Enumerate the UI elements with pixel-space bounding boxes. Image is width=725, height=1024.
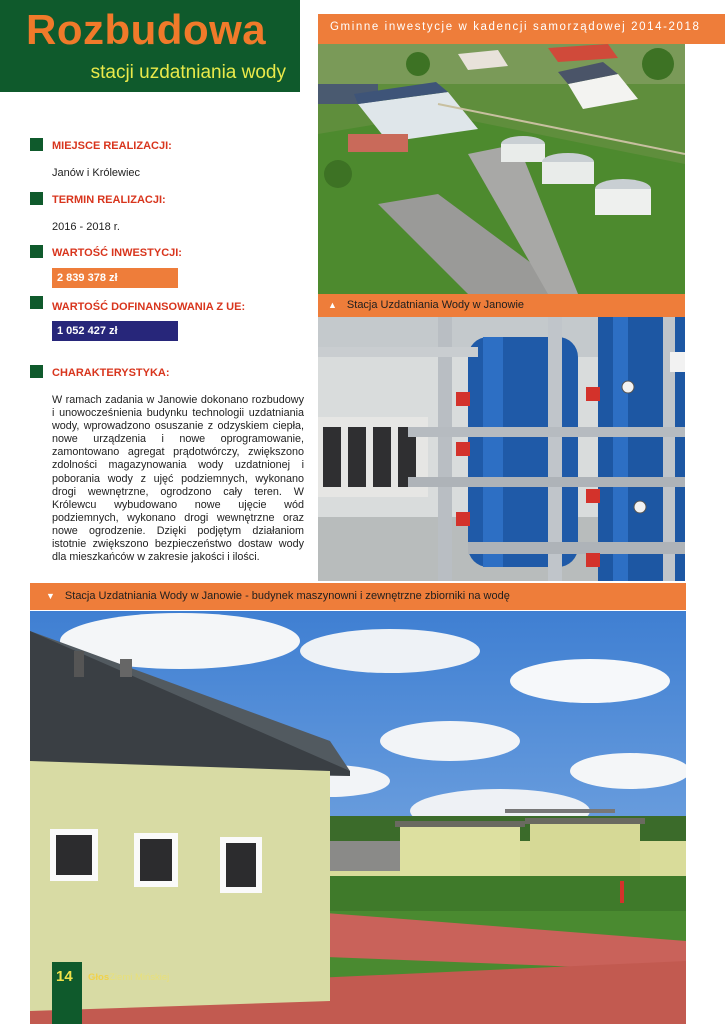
header-bar bbox=[318, 14, 725, 44]
arrow-down-icon: ▼ bbox=[46, 591, 55, 601]
green-square-icon bbox=[30, 365, 43, 378]
characteristics-label: CHARAKTERYSTYKA: bbox=[52, 367, 170, 379]
green-square-icon bbox=[30, 138, 43, 151]
arrow-up-icon: ▲ bbox=[328, 300, 337, 310]
header-text: Gminne inwestycje w kadencji samorządowej 2014-2018 bbox=[330, 21, 701, 33]
eu-amount: 1 052 427 zł bbox=[52, 321, 178, 341]
location-label: MIEJSCE REALIZACJI: bbox=[52, 140, 172, 152]
building-photo-caption: ▼ Stacja Uzdatniania Wody w Janowie - budynek maszynowni i zewnętrzne zbiorniki na wodę bbox=[30, 583, 686, 610]
page-title: Rozbudowa bbox=[26, 6, 267, 53]
location-value: Janów i Królewiec bbox=[52, 167, 141, 179]
page-number: 14 bbox=[56, 968, 73, 985]
title-block bbox=[0, 0, 300, 92]
description-text: W ramach zadania w Janowie dokonano rozbudowy i unowocześnienia budynku technologii uzdatniania wody, wprowadzono osuszanie z odzyskiem ciepła, nowe urządzenia i nowe oprogramowanie, zamontowano agregat prądotwórczy, zwiększono zdolności magazynowania wody uzdatnionej i poborania wody z ujęć podziemnych, wykonano drogi wewnętrzne, ogrodzono cały teren. W Królewcu wybudowano nowe ujęcie wód podziemnych, wykonano drogi wewnętrzne oraz nowe ogrodzenie. Dzięki podjętym działaniom istotnie zwiększono bezpieczeństwo dostaw wody dla mieszkańców w zakresie jakości i ilości. bbox=[52, 394, 304, 564]
value-amount: 2 839 378 zł bbox=[52, 268, 178, 288]
aerial-photo-caption: ▲ Stacja Uzdatniania Wody w Janowie bbox=[318, 294, 685, 317]
green-square-icon bbox=[30, 296, 43, 309]
green-square-icon bbox=[30, 192, 43, 205]
value-label: WARTOŚĆ INWESTYCJI: bbox=[52, 247, 182, 259]
aerial-photo bbox=[318, 44, 685, 294]
interior-photo bbox=[318, 317, 685, 581]
eu-label: WARTOŚĆ DOFINANSOWANIA Z UE: bbox=[52, 301, 246, 313]
green-square-icon bbox=[30, 245, 43, 258]
magazine-name: GłosZiemi Mińskiej bbox=[88, 972, 170, 983]
term-value: 2016 - 2018 r. bbox=[52, 221, 120, 233]
term-label: TERMIN REALIZACJI: bbox=[52, 194, 166, 206]
page-subtitle: stacji uzdatniania wody bbox=[90, 62, 286, 83]
building-photo bbox=[30, 611, 686, 1024]
